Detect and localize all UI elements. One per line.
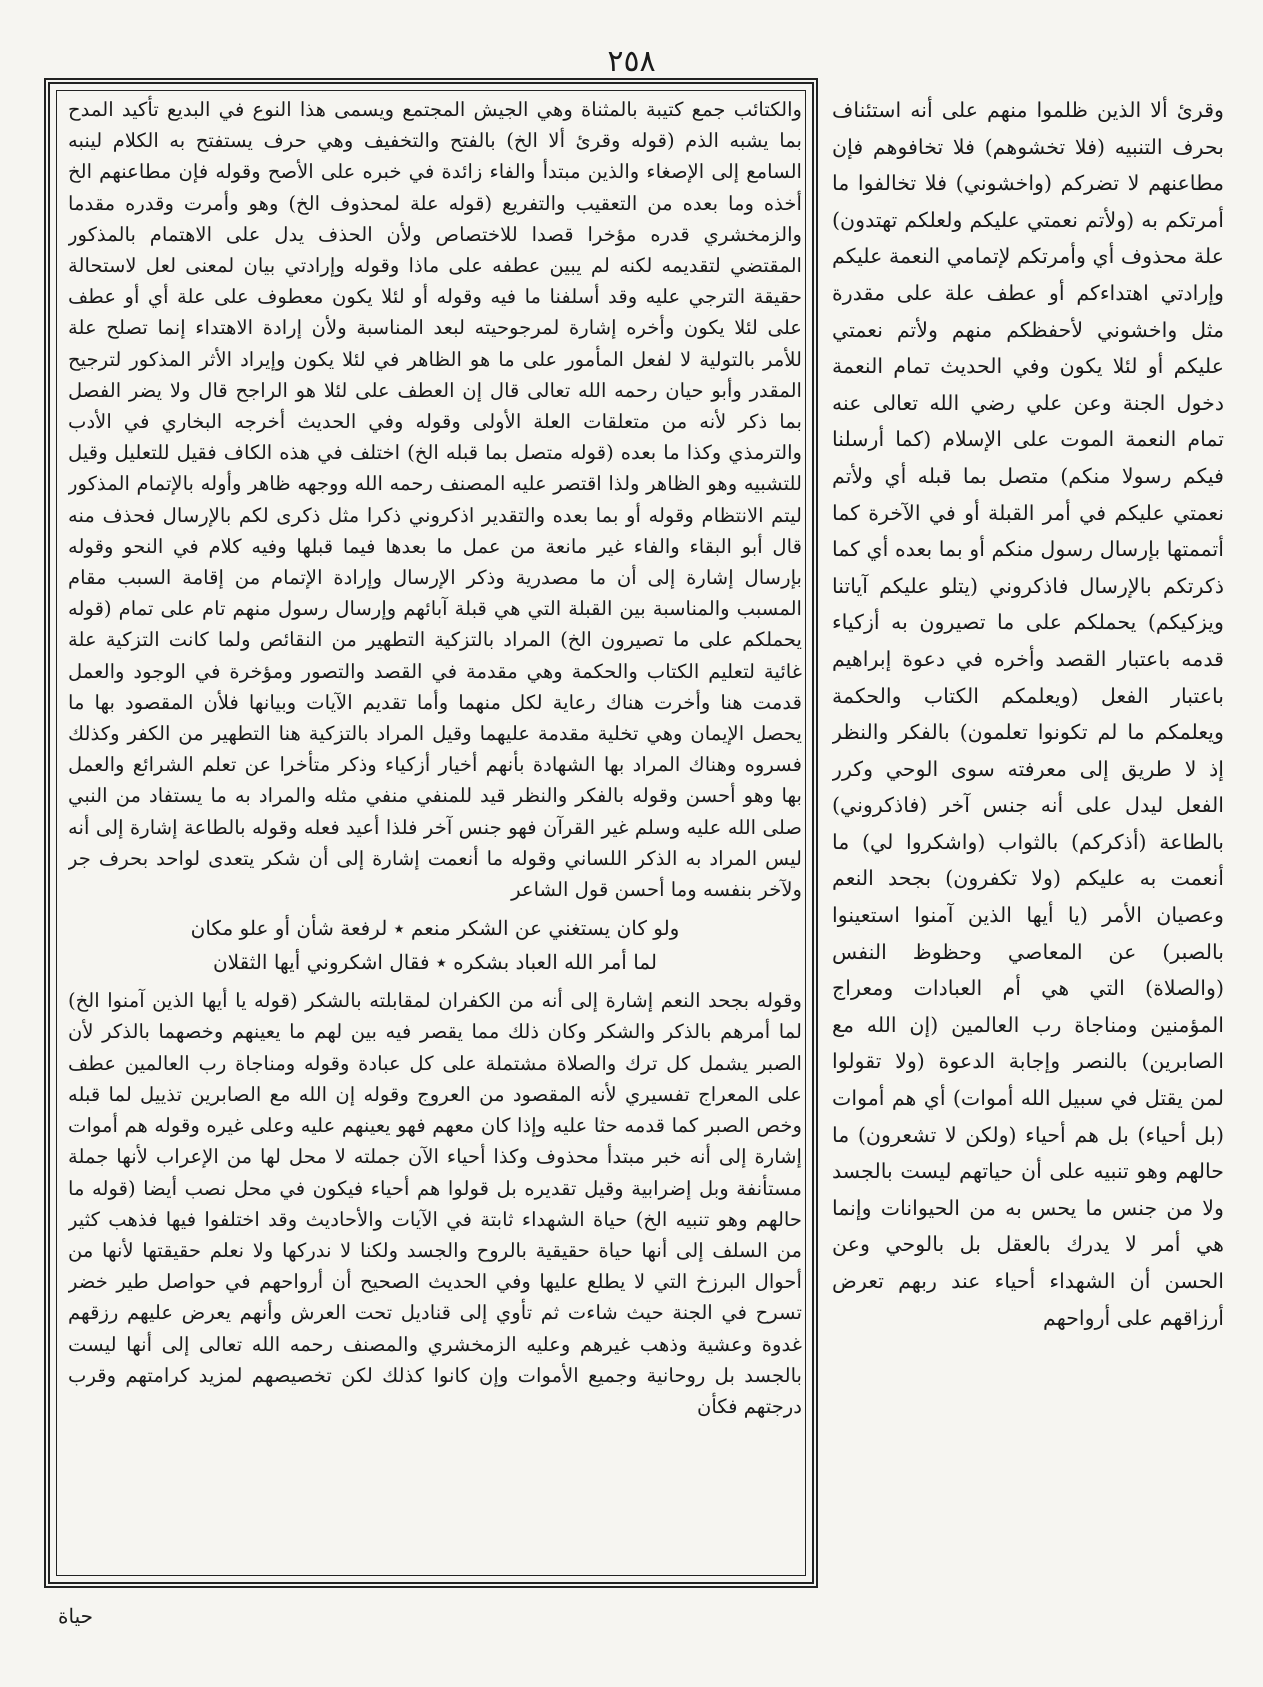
- verse-line-1: ولو كان يستغني عن الشكر منعم ٭ لرفعة شأن أو علو مكان: [190, 916, 680, 941]
- marginal-tafsir-text: وقرئ ألا الذين ظلموا منهم على أنه استئناف بحرف التنبيه (فلا تخشوهم) فلا تخافوهم فإن مطاعنهم لا تضركم (واخشوني) فلا تخالفوا ما أمرتكم به (ولأتم نعمتي عليكم ولعلكم تهتدون) علة محذوف أي وأمرتكم لإتمامي النعمة عليكم وإرادتي اهتداءكم أو عطف علة على مقدرة مثل واخشوني لأحفظكم منهم ولأتم نعمتي عليكم أو لئلا يكون وفي الحديث تمام النعمة دخول الجنة وعن علي رضي الله تعالى عنه تمام النعمة الموت على الإسلام (كما أرسلنا فيكم رسولا منكم) متصل بما قبله أي ولأتم نعمتي عليكم في أمر القبلة أو في الآخرة كما أتممتها بإرسال رسول منكم أو بما بعده أي كما ذكرتكم بالإرسال فاذكروني (يتلو عليكم آياتنا ويزكيكم) يحملكم على ما تصيرون به أزكياء قدمه باعتبار القصد وأخره في دعوة إبراهيم باعتبار الفعل (ويعلمكم الكتاب والحكمة ويعلمكم ما لم تكونوا تعلمون) بالفكر والنظر إذ لا طريق إلى معرفته سوى الوحي وكرر الفعل ليدل على أنه جنس آخر (فاذكروني) بالطاعة (أذكركم) بالثواب (واشكروا لي) ما أنعمت به عليكم (ولا تكفرون) بجحد النعم وعصيان الأمر (يا أيها الذين آمنوا استعينوا بالصبر) عن المعاصي وحظوظ النفس (والصلاة) التي هي أم العبادات ومعراج المؤمنين ومناجاة رب العالمين (إن الله مع الصابرين) بالنصر وإجابة الدعوة (ولا تقولوا لمن يقتل في سبيل الله أموات) أي هم أموات (بل أحياء) بل هم أحياء (ولكن لا تشعرون) ما حالهم وهو تنبيه على أن حياتهم ليست بالجسد ولا من جنس ما يحس به من الحيوانات وإنما هي أمر لا يدرك بالعقل بل بالوحي وعن الحسن أن الشهداء أحياء عند ربهم تعرض أرزاقهم على أرواحهم: [832, 98, 1224, 1330]
- verse-line-2: لما أمر الله العباد بشكره ٭ فقال اشكروني أيها الثقلان: [213, 950, 657, 975]
- page-number: ٢٥٨: [607, 44, 656, 79]
- commentary-frame: [44, 78, 818, 1588]
- commentary-paragraph: والكتائب جمع كتيبة بالمثناة وهي الجيش المجتمع ويسمى هذا النوع في البديع تأكيد المدح بما يشبه الذم (قوله وقرئ ألا الخ) بالفتح والتخفيف وهي حرف يستفتح به الكلام لينبه السامع إلى الإصغاء والذين مبتدأ والفاء زائدة في خبره على الأصح وقوله فإن مطاعنهم الخ أخذه وما بعده من التعقيب والتفريع (قوله علة لمحذوف الخ) وهو وأمرت وقدره مقدما والزمخشري قدره مؤخرا قصدا للاختصاص ولأن الحذف يدل على الاهتمام بالمذكور المقتضي لتقديمه لكنه لم يبين عطفه على ماذا وقوله وإرادتي بيان لمعنى لعل لاستحالة حقيقة الترجي عليه وقد أسلفنا ما فيه وقوله أو لئلا يكون معطوف على علة أي أو عطف على لئلا يكون وأخره إشارة لمرجوحيته لبعد المناسبة ولأن إرادة الاهتداء إنما تصلح علة للأمر بالتولية لا لفعل المأمور على ما هو الظاهر في لئلا يكون وإيراد الأثر المذكور لترجيح المقدر وأبو حيان رحمه الله تعالى قال إن العطف على لئلا هو الراجح قال ولا يضر الفصل بما ذكر لأنه من متعلقات العلة الأولى وقوله وفي الحديث أخرجه البخاري في الأدب والترمذي وكذا ما بعده (قوله متصل بما قبله الخ) اختلف في هذه الكاف فقيل للتعليل وقيل للتشبيه وهو الظاهر ولذا اقتصر عليه المصنف رحمه الله ووجهه ظاهر وأوله بالإتمام المذكور ليتم الانتظام وقوله أو بما بعده والتقدير اذكروني ذكرا مثل ذكرى لكم بالإرسال فحذف منه قال أبو البقاء والفاء غير مانعة من عمل ما بعدها فيما قبلها وفيه كلام في النحو وقوله بإرسال إشارة إلى أن ما مصدرية وذكر الإرسال وإرادة الإتمام من إقامة السبب مقام المسبب والمناسبة بين القبلة التي هي قبلة آبائهم وإرسال رسول منهم تام على تمام (قوله يحملكم على ما تصيرون الخ) المراد بالتزكية التطهير من النقائص ولما كانت التزكية علة غائية لتعليم الكتاب والحكمة وهي مقدمة في القصد والتصور ومؤخرة في الوجود والعمل قدمت هنا وأخرت هناك رعاية لكل منهما وأما تقديم الآيات وبيانها فلأن المقصود بها ما يحصل الإيمان وهي تخلية مقدمة عليهما وقيل المراد بالتزكية هنا التطهير من الكفر وكذلك فسروه وهناك المراد بها الشهادة بأنهم أخيار أزكياء وذكر متأخرا عن تعلم الشرائع والعمل بها وهو أحسن وقوله بالفكر والنظر قيد للمنفي منفي مثله والمراد به ما يستفاد من النبي صلى الله عليه وسلم غير القرآن فهو جنس آخر فلذا أعيد فعله وقوله بالطاعة إشارة إلى أنه ليس المراد به الذكر اللساني وقوله ما أنعمت إشارة إلى أن شكر يتعدى لواحد بحرف جر ولآخر بنفسه وما أحسن قول الشاعر: [68, 98, 802, 902]
- poetry-verse: [68, 911, 802, 979]
- commentary-paragraph-after-verse: وقوله بجحد النعم إشارة إلى أنه من الكفران لمقابلته بالشكر (قوله يا أيها الذين آمنوا الخ) لما أمرهم بالذكر والشكر وكان ذلك مما يقصر فيه بين لهم ما يعينهم وخصهما بالذكر لأن الصبر يشمل كل ترك والصلاة مشتملة على كل عبادة وقوله ومناجاة رب العالمين عطف على المعراج تفسيري لأنه المقصود من العروج وقوله إن الله مع الصابرين تذييل لما قبله وخص الصبر كما قدمه حثا عليه وإذا كان معهم فهو يعينهم عليه وعلى غيره وقوله هم أموات إشارة إلى أنه خبر مبتدأ محذوف وكذا أحياء الآن جملته لا محل لها من الإعراب لأنها جملة مستأنفة وبل إضرابية وقيل تقديره بل قولوا هم أحياء فيكون في محل نصب أيضا (قوله ما حالهم وهو تنبيه الخ) حياة الشهداء ثابتة في الآيات والأحاديث وقد اختلفوا فيها فذهب كثير من السلف إلى أنها حياة حقيقية بالروح والجسد ولكنا لا ندركها ولا نعلم حقيقتها لأنها من أحوال البرزخ التي لا يطلع عليها وفي الحديث الصحيح أن أرواحهم في حواصل طير خضر تسرح في الجنة حيث شاءت ثم تأوي إلى قناديل تحت العرش وأنهم يعرض عليهم رزقهم غدوة وعشية وذهب غيرهم وعليه الزمخشري والمصنف رحمه الله تعالى إلى أنها ليست بالجسد بل روحانية وجميع الأموات وإن كانوا كذلك لكن تخصيصهم لمزيد كرامتهم وقرب درجتهم فكأن: [68, 989, 802, 1418]
- catchword: حياة: [58, 1604, 93, 1628]
- commentary-text: [68, 94, 802, 1578]
